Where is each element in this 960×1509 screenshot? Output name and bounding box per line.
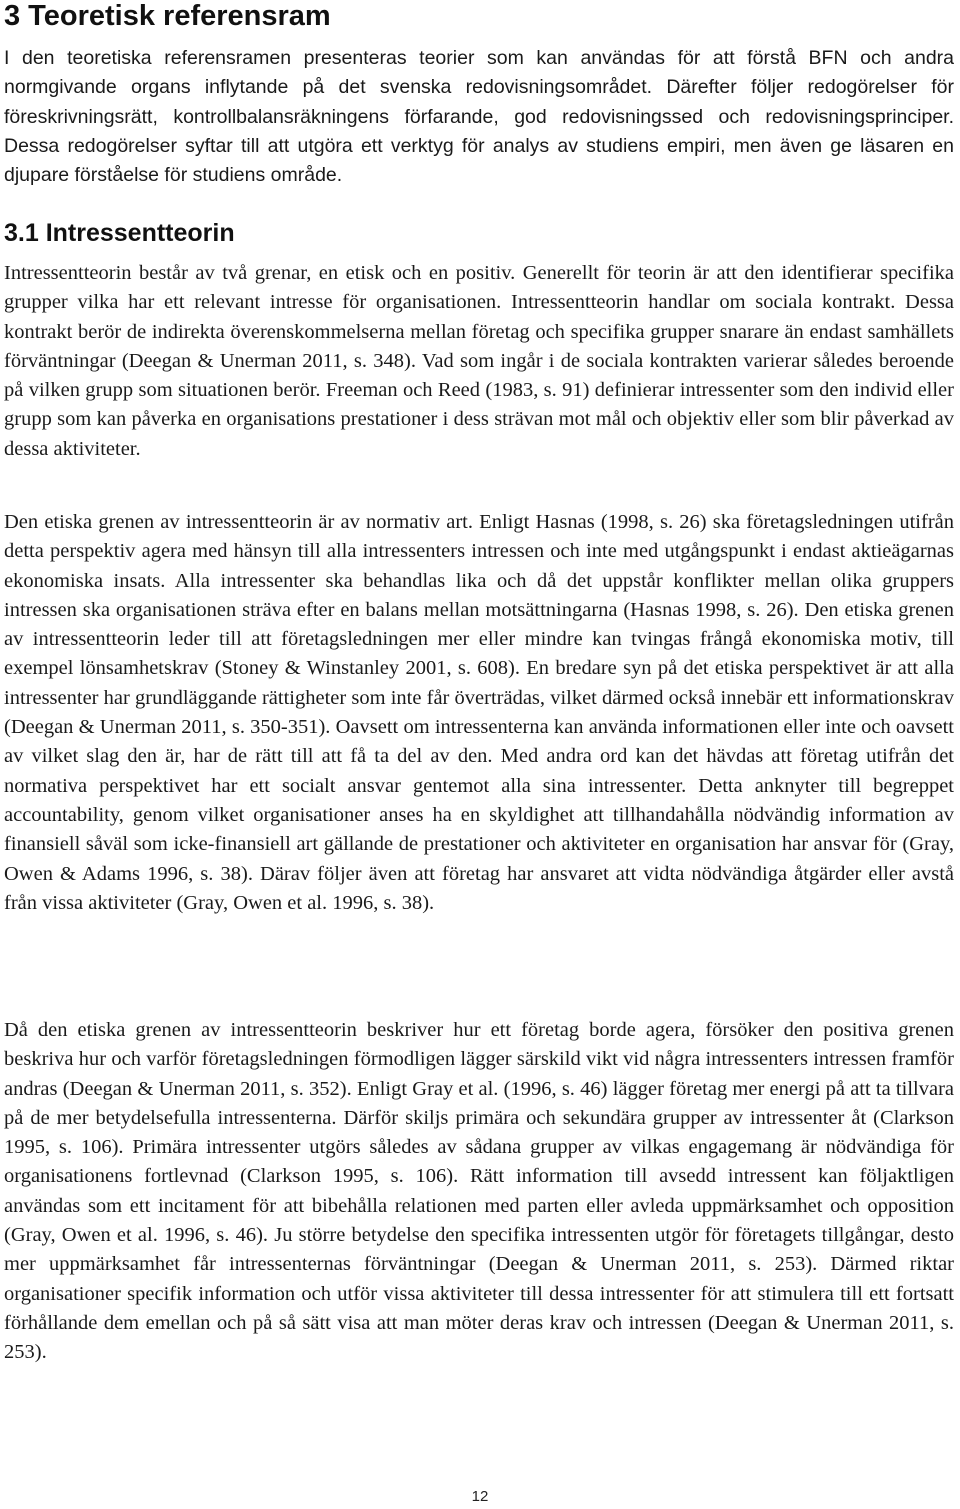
section-heading: 3.1 Intressentteorin: [4, 219, 235, 247]
body-paragraph-2: Den etiska grenen av intressentteorin är av normativ art. Enligt Hasnas (1998, s. 26) ska företagsledningen utifrån detta perspektiv agera med hänsyn till alla intressenters intressen och inte med utgångspunkt i endast aktieägarnas ekonomiska insats. Alla intressenter ska behandlas lika och då det uppstår konflikter mellan olika gruppers intressen ska organisationen sträva efter en balans mellan motsättningarna (Hasnas 1998, s. 26). Den etiska grenen av intressentteorin leder till att företagsledningen mer eller mindre kan tvingas frångå ekonomiska motiv, till exempel lönsamhetskrav (Stoney & Winstanley 2001, s. 608). En bredare syn på det etiska perspektivet är att alla intressenter har grundläggande rättigheter som inte får överträdas, vilket därmed också innebär ett informationskrav (Deegan & Unerman 2011, s. 350-351). Oavsett om intressenterna kan använda informationen eller inte och oavsett av vilket slag den är, har de rätt till att få ta del av den. Med andra ord kan det hävdas att företag utifrån det normativa perspektivet har ett socialt ansvar gentemot alla sina intressenter. Detta anknyter till begreppet accountability, genom vilket organisationer anses ha en skyldighet att tillhandahålla nödvändig information av finansiell såväl som icke-finansiell art gällande de prestationer och aktiviteter en organisation har ansvar för (Gray, Owen & Adams 1996, s. 38). Därav följer även att företag har ansvaret att vidta nödvändiga åtgärder eller avstå från vissa aktiviteter (Gray, Owen et al. 1996, s. 38).: [4, 511, 954, 914]
intro-paragraph: I den teoretiska referensramen presenteras teorier som kan användas för att förstå BFN och andra normgivande organs inflytande på det svenska redovisningsområdet. Därefter följer redogörelser för föreskrivningsrätt, kontrollbalansräkningens förfarande, god redovisningssed och redovisningsprinciper. Dessa redogörelser syftar till att utgöra ett verktyg för analys av studiens empiri, men även ge läsaren en djupare förståelse för studiens område.: [4, 47, 954, 187]
chapter-heading: 3 Teoretisk referensram: [4, 0, 331, 32]
page-number: 12: [471, 1488, 489, 1505]
body-paragraph-1: Intressentteorin består av två grenar, en etisk och en positiv. Generellt för teorin är att den identifierar specifika grupper vilka har ett relevant intresse för organisationen. Intressentteorin handlar om sociala kontrakt. Dessa kontrakt berör de indirekta överenskommelserna mellan företag och specifika grupper snarare än endast samhällets förväntningar (Deegan & Unerman 2011, s. 348). Vad som ingår i de sociala kontrakten varierar således beroende på vilken grupp som situationen berör. Freeman och Reed (1983, s. 91) definierar intressenter som den individ eller grupp som kan påverka en organisations prestationer i dess strävan mot mål och objektiv eller som blir påverkad av dessa aktiviteter.: [4, 262, 954, 460]
body-paragraph-3: Då den etiska grenen av intressentteorin beskriver hur ett företag borde agera, försöker den positiva grenen beskriva hur och varför företagsledningen förmodligen lägger särskild vikt vid några intressenters intressen framför andras (Deegan & Unerman 2011, s. 352). Enligt Gray et al. (1996, s. 46) lägger företag mer energi på att ta tillvara på de mer betydelsefulla intressenterna. Därför skiljs primära och sekundära grupper av intressenter åt (Clarkson 1995, s. 106). Primära intressenter utgörs således av sådana grupper av vilkas engagemang är nödvändiga för organisationens fortlevnad (Clarkson 1995, s. 106). Rätt information till avsedd intressent kan följaktligen användas som ett incitament för att bibehålla relationen med parten eller avleda uppmärksamhet och opposition (Gray, Owen et al. 1996, s. 46). Ju större betydelse den specifika intressenten utgör för företagets tillgångar, desto mer uppmärksamhet får intressenternas förväntningar (Deegan & Unerman 2011, s. 253). Därmed riktar organisationer specifik information och utför vissa aktiviteter till dessa intressenter för att stimulera till ett fortsatt förhållande dem emellan och på så sätt visa att man möter deras krav och intressen (Deegan & Unerman 2011, s. 253).: [4, 1019, 954, 1364]
